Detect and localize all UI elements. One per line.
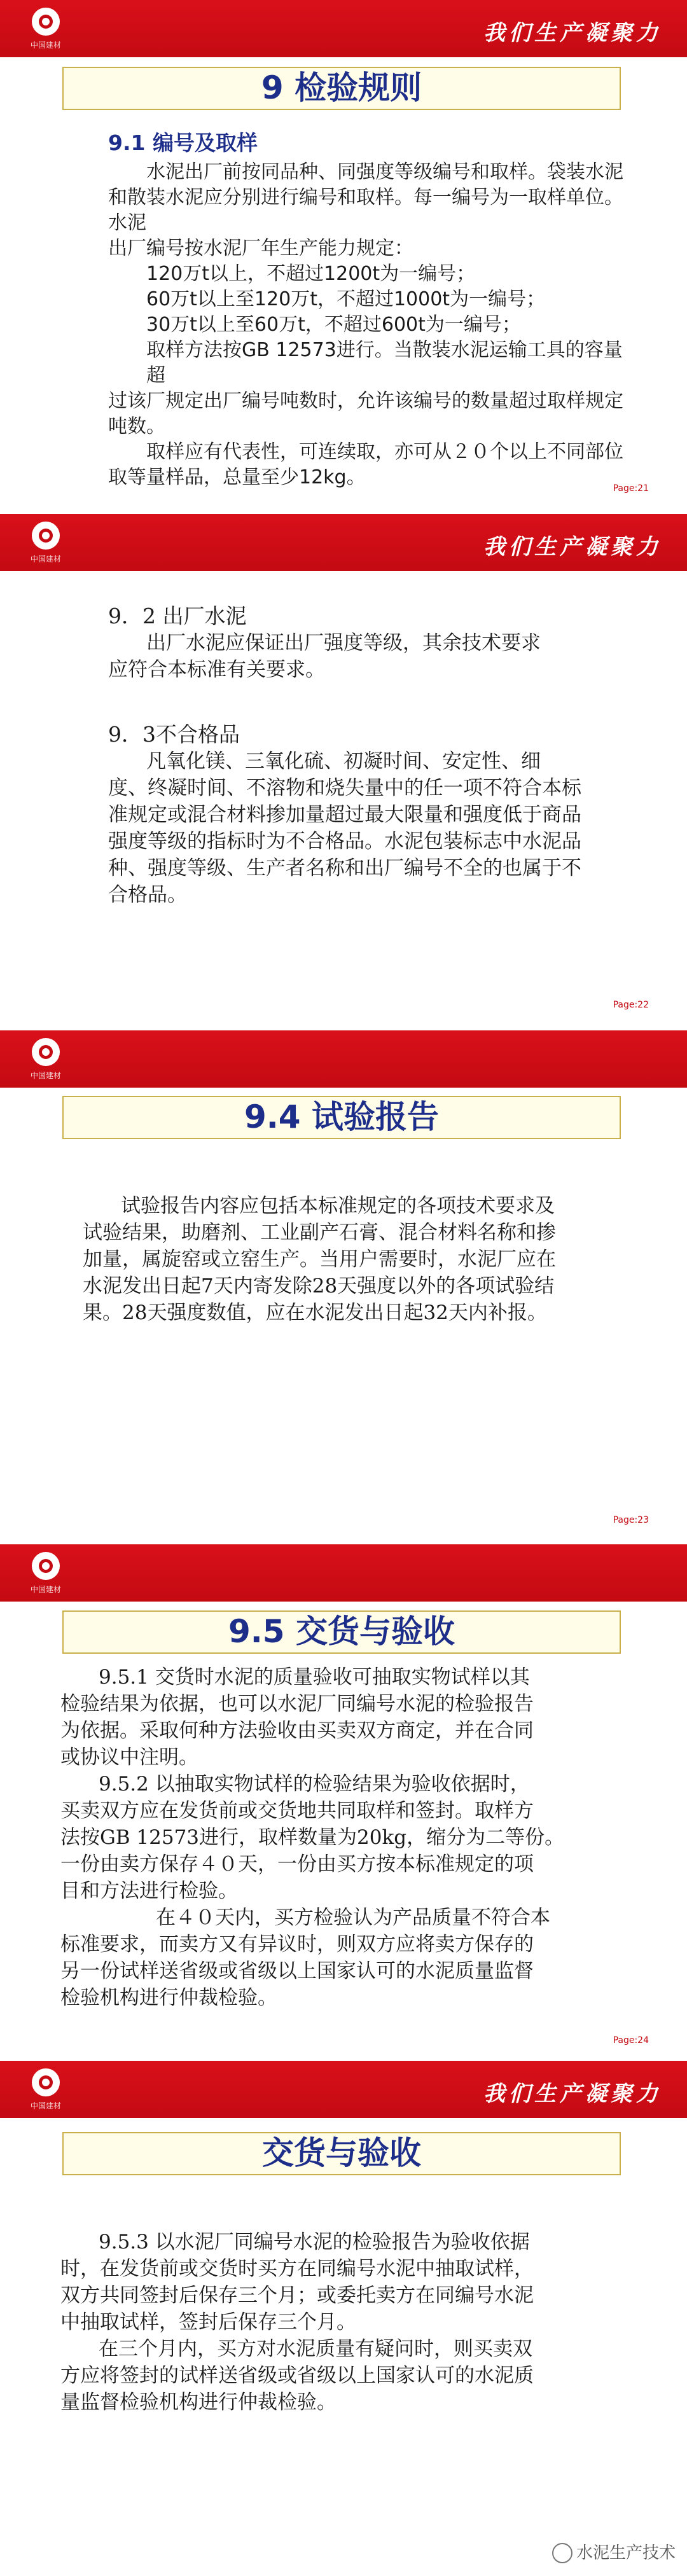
text-line: 30万t以上至60万t，不超过600t为一编号； <box>146 314 521 336</box>
text-line: 另一份试样送省级或省级以上国家认可的水泥质量监督 <box>60 1960 534 1983</box>
text-line: 水泥发出日起7天内寄发除28天强度以外的各项试验结 <box>83 1275 555 1298</box>
slide-title: 9 检验规则 <box>62 67 621 110</box>
text-line: 和散装水泥应分别进行编号和取样。每一编号为一取样单位。水泥 <box>108 186 623 234</box>
page-number: Page:22 <box>613 1000 649 1010</box>
header-bar <box>0 1544 687 1602</box>
slide-title: 交货与验收 <box>62 2132 621 2175</box>
text-line: 或协议中注明。 <box>60 1746 198 1769</box>
slide-title: 9.5 交货与验收 <box>62 1610 621 1654</box>
page-number: Page:23 <box>613 1515 649 1525</box>
text-line: 9.5.2 以抽取实物试样的检验结果为验收依据时， <box>99 1773 530 1796</box>
header-bar <box>0 2061 687 2118</box>
text-line: 9.5.3 以水泥厂同编号水泥的检验报告为验收依据 <box>99 2231 530 2254</box>
text-line: 时，在发货前或交货时买方在同编号水泥中抽取试样， <box>60 2257 534 2280</box>
text-line: 取样方法按GB 12573进行。当散装水泥运输工具的容量超 <box>146 339 623 387</box>
text-line: 加量，属旋窑或立窑生产。当用户需要时，水泥厂应在 <box>83 1248 556 1271</box>
section-heading: 9．2 出厂水泥 <box>108 604 247 628</box>
brand-logo: 中国建材 <box>25 519 66 569</box>
slide-body <box>108 603 642 908</box>
text-line: 中抽取试样，签封后保存三个月。 <box>60 2311 356 2334</box>
wechat-icon <box>552 2543 572 2563</box>
text-line: 检验机构进行仲裁检验。 <box>60 1986 277 2009</box>
slide-21 <box>0 0 687 514</box>
text-line: 准规定或混合材料掺加量超过最大限量和强度低于商品 <box>108 803 581 826</box>
header-bar <box>0 514 687 571</box>
text-line: 应符合本标准有关要求。 <box>108 658 325 681</box>
text-line: 为依据。采取何种方法验收由买卖双方商定，并在合同 <box>60 1719 534 1742</box>
slide-body <box>83 1193 642 1326</box>
slogan: 我们生产凝聚力 <box>483 2081 662 2107</box>
text-line: 取样应有代表性，可连续取，亦可从２０个以上不同部位 <box>146 441 623 463</box>
text-line: 凡氧化镁、三氧化硫、初凝时间、安定性、细 <box>146 750 541 773</box>
text-line: 取等量样品，总量至少12kg。 <box>108 466 366 488</box>
text-line: 9.5.1 交货时水泥的质量验收可抽取实物试样以其 <box>99 1666 530 1689</box>
section-heading: 9.1 编号及取样 <box>108 130 258 155</box>
section-heading: 9．3不合格品 <box>108 722 240 747</box>
slide-title: 9.4 试验报告 <box>62 1096 621 1139</box>
text-line: 试验报告内容应包括本标准规定的各项技术要求及 <box>121 1195 555 1217</box>
text-line: 目和方法进行检验。 <box>60 1880 238 1902</box>
text-line: 法按GB 12573进行，取样数量为20kg，缩分为二等份。 <box>60 1826 565 1849</box>
slide-body <box>108 130 630 490</box>
text-line: 试验结果，助磨剂、工业副产石膏、混合材料名称和掺 <box>83 1221 556 1244</box>
text-line: 在４０天内，买方检验认为产品质量不符合本 <box>156 1906 550 1929</box>
watermark <box>552 2540 676 2564</box>
slogan: 我们生产凝聚力 <box>483 534 662 560</box>
text-line: 度、终凝时间、不溶物和烧失量中的任一项不符合本标 <box>108 777 581 800</box>
brand-logo: 中国建材 <box>25 1035 66 1085</box>
text-line: 双方共同签封后保存三个月；或委托卖方在同编号水泥 <box>60 2284 534 2307</box>
text-line: 60万t以上至120万t，不超过1000t为一编号； <box>146 288 546 310</box>
text-line: 出厂水泥应保证出厂强度等级，其余技术要求 <box>146 632 541 654</box>
slide-body <box>60 1664 646 2011</box>
text-line: 120万t以上，不超过1200t为一编号； <box>146 263 476 285</box>
slide-23 <box>0 1030 687 1544</box>
page-number: Page:24 <box>613 2035 649 2046</box>
text-line: 一份由卖方保存４０天，一份由买方按本标准规定的项 <box>60 1853 534 1876</box>
text-line: 方应将签封的试样送省级或省级以上国家认可的水泥质 <box>60 2364 534 2387</box>
brand-logo: 中国建材 <box>25 5 66 55</box>
text-line: 标准要求，而卖方又有异议时，则双方应将卖方保存的 <box>60 1933 534 1956</box>
text-line: 合格品。 <box>108 883 187 906</box>
text-line: 种、强度等级、生产者名称和出厂编号不全的也属于不 <box>108 857 581 880</box>
text-line: 检验结果为依据，也可以水泥厂同编号水泥的检验报告 <box>60 1693 534 1715</box>
slogan: 我们生产凝聚力 <box>483 20 662 46</box>
text-line: 量监督检验机构进行仲裁检验。 <box>60 2391 337 2414</box>
slide-24 <box>0 1544 687 2061</box>
slide-22 <box>0 514 687 1030</box>
text-line: 强度等级的指标时为不合格品。水泥包装标志中水泥品 <box>108 830 581 853</box>
brand-logo: 中国建材 <box>25 1549 66 1599</box>
text-line: 买卖双方应在发货前或交货地共同取样和签封。取样方 <box>60 1799 534 1822</box>
text-line: 水泥出厂前按同品种、同强度等级编号和取样。袋装水泥 <box>146 161 623 183</box>
header-bar <box>0 0 687 57</box>
watermark-text: 水泥生产技术 <box>576 2543 676 2563</box>
slide-25 <box>0 2061 687 2576</box>
slide-body <box>60 2229 646 2416</box>
page-number: Page:21 <box>613 483 649 494</box>
text-line: 过该厂规定出厂编号吨数时，允许该编号的数量超过取样规定吨数。 <box>108 390 623 438</box>
text-line: 出厂编号按水泥厂年生产能力规定： <box>108 237 413 260</box>
text-line: 果。28天强度数值，应在水泥发出日起32天内补报。 <box>83 1301 547 1324</box>
header-bar <box>0 1030 687 1088</box>
text-line: 在三个月内，买方对水泥质量有疑问时，则买卖双 <box>99 2337 532 2360</box>
brand-logo: 中国建材 <box>25 2066 66 2116</box>
